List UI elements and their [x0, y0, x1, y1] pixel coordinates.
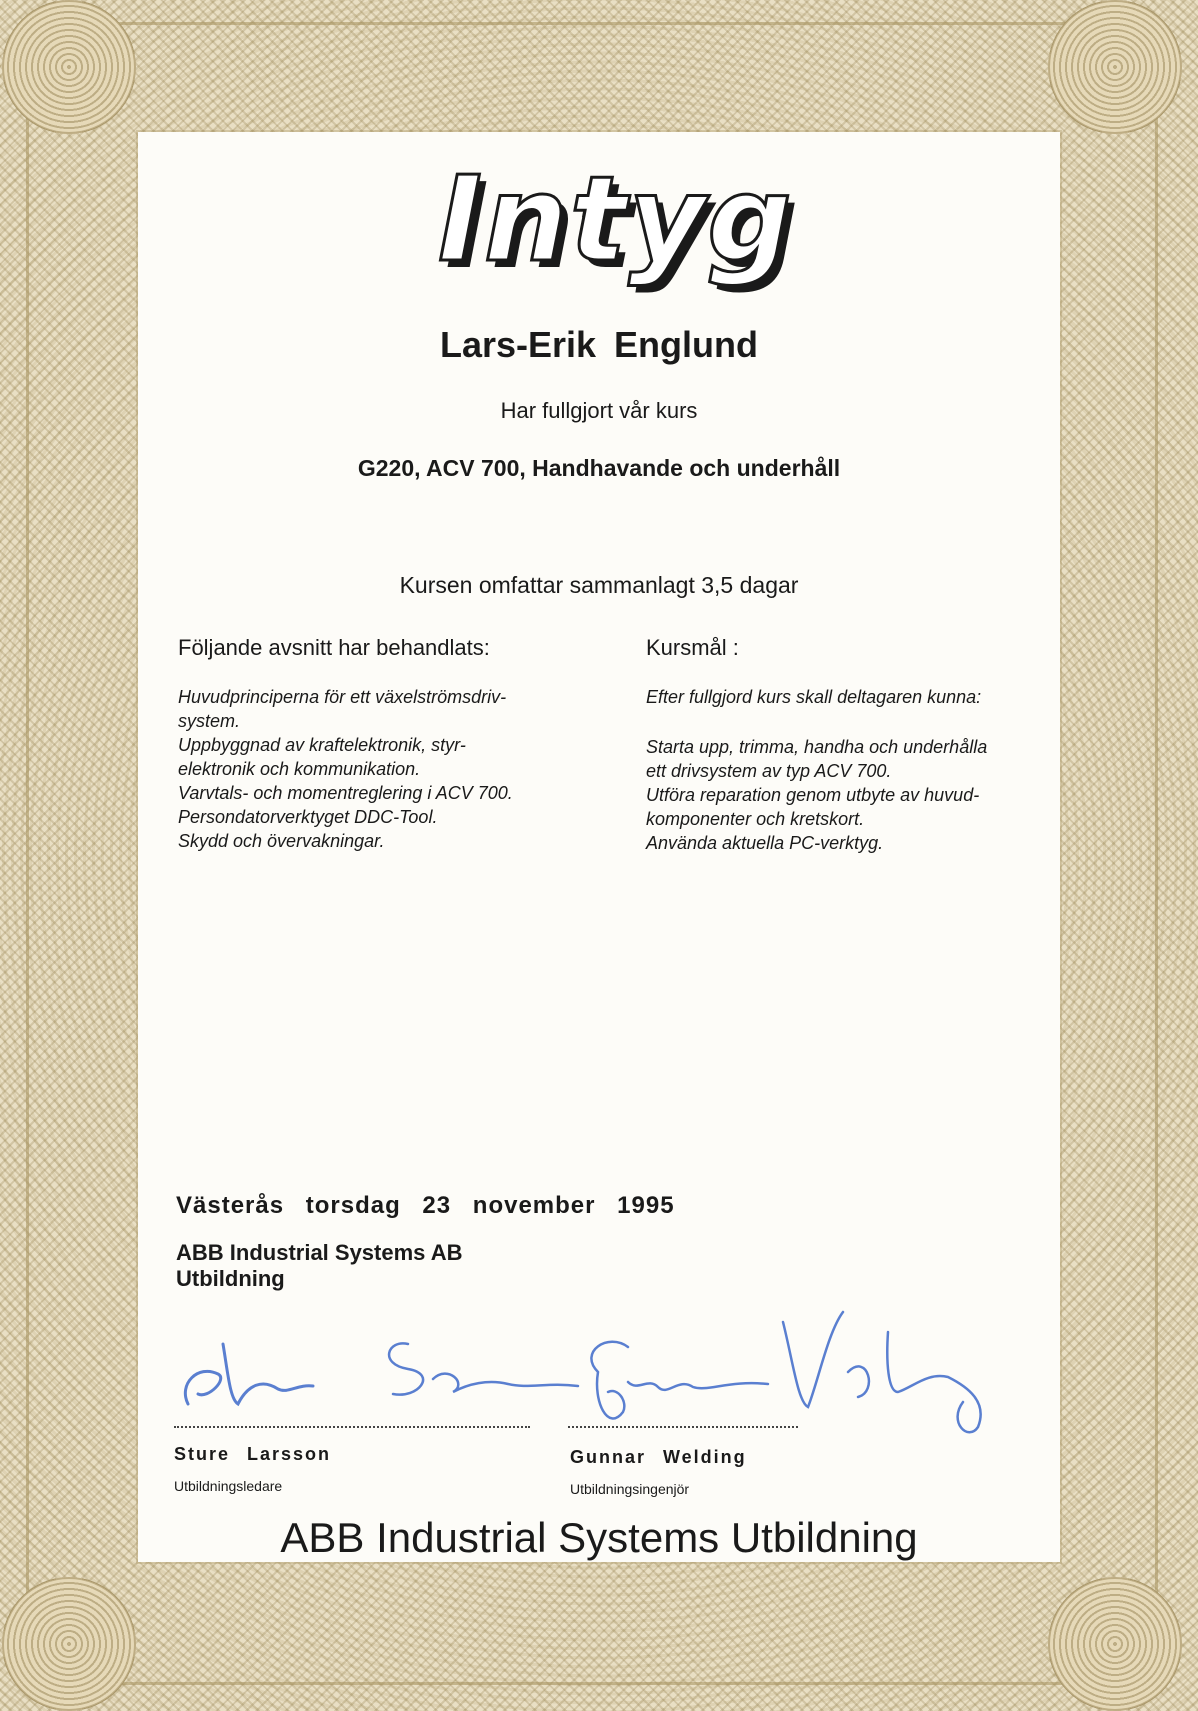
list-item: Skydd och övervakningar. [178, 831, 385, 851]
certificate-title: Intyg [438, 150, 794, 288]
list-item: Utföra reparation genom utbyte av huvud- [646, 785, 980, 805]
completed-text: Har fullgjort vår kurs [500, 398, 698, 423]
topics-list [178, 685, 578, 853]
list-item: komponenter och kretskort. [646, 809, 865, 829]
list-item: Huvudprinciperna för ett växelströmsdriv- [178, 687, 507, 707]
corner-rosette-icon [2, 1577, 136, 1711]
signatory-name: Gunnar Welding [570, 1447, 747, 1467]
recipient-name: Lars-Erik Englund [439, 324, 759, 365]
corner-rosette-icon [2, 0, 136, 134]
list-item: Persondatorverktyget DDC-Tool. [178, 807, 438, 827]
footer-org: ABB Industrial Systems Utbildning [280, 1514, 918, 1561]
signatory-name: Sture Larsson [174, 1444, 332, 1464]
course-name: G220, ACV 700, Handhavande och underhåll [357, 455, 841, 481]
corner-rosette-icon [1048, 1577, 1182, 1711]
list-item: Uppbyggnad av kraftelektronik, styr- [178, 735, 466, 755]
goals-list [646, 735, 1051, 855]
list-item: ett drivsystem av typ ACV 700. [646, 761, 892, 781]
list-item: Använda aktuella PC-verktyg. [646, 833, 884, 853]
list-item: elektronik och kommunikation. [178, 759, 421, 779]
signatory-role: Utbildningsingenjör [570, 1481, 690, 1497]
list-item: system. [178, 711, 241, 731]
goals-heading: Kursmål : [646, 635, 739, 660]
list-item: Varvtals- och momentreglering i ACV 700. [178, 783, 513, 803]
issuer-line: Utbildning [176, 1266, 285, 1291]
date-line: Västerås torsdag 23 november 1995 [176, 1192, 675, 1219]
signature-gunnar-welding [568, 1292, 1008, 1452]
signature-sture-larsson [168, 1304, 588, 1434]
signature-line [568, 1426, 798, 1428]
signatory-role: Utbildningsledare [174, 1478, 283, 1494]
duration-text: Kursen omfattar sammanlagt 3,5 dagar [399, 572, 799, 598]
signature-line [174, 1426, 530, 1428]
topics-heading: Följande avsnitt har behandlats: [178, 635, 490, 660]
certificate-body [138, 132, 1060, 1562]
goals-intro: Efter fullgjord kurs skall deltagaren kunna: [646, 687, 982, 707]
issuer-line: ABB Industrial Systems AB [176, 1240, 463, 1265]
list-item: Starta upp, trimma, handha och underhålla [646, 737, 988, 757]
corner-rosette-icon [1048, 0, 1182, 134]
issuer [176, 1240, 462, 1292]
